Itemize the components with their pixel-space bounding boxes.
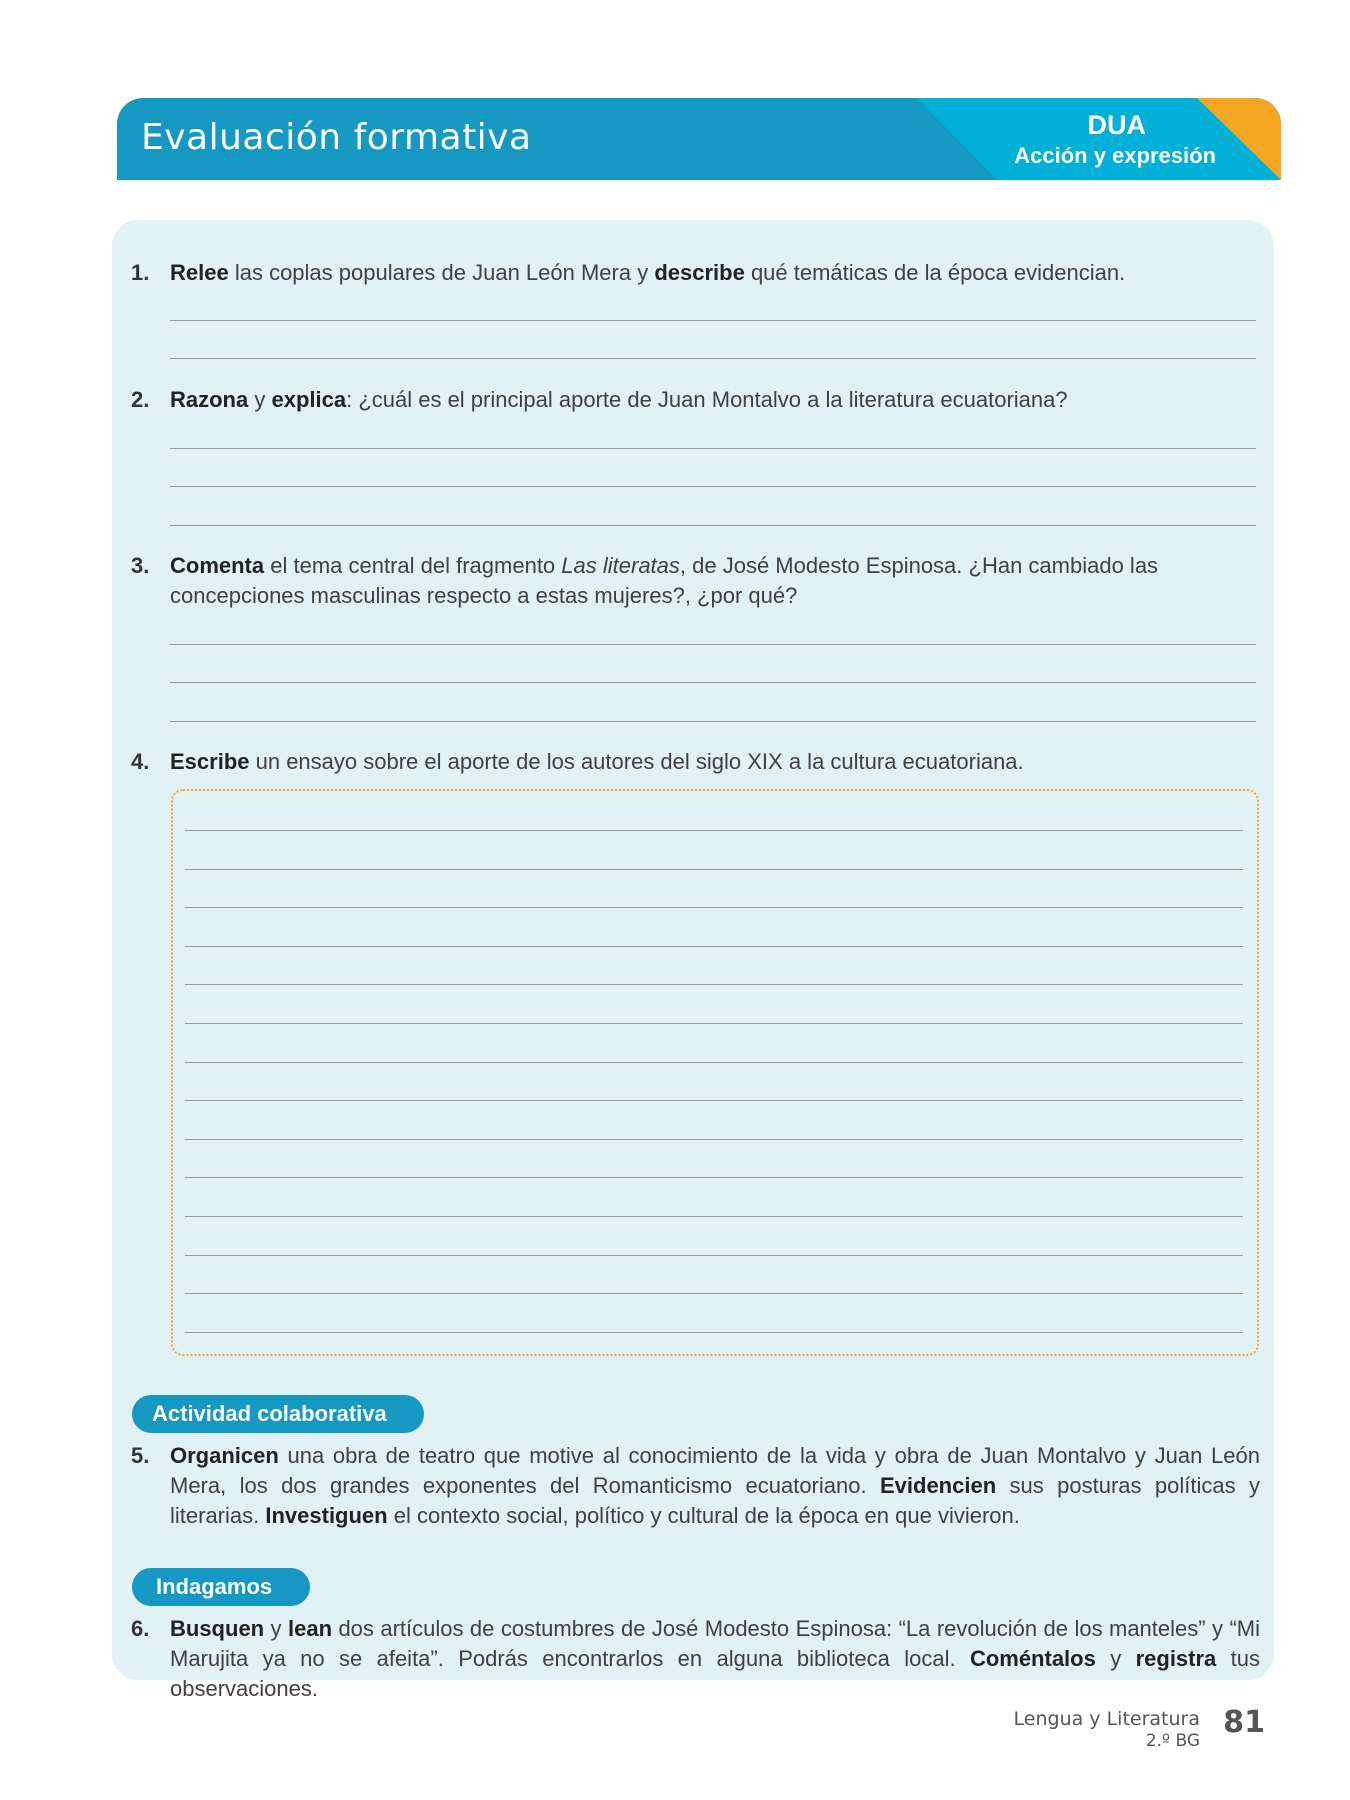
question-text — [170, 1614, 1260, 1704]
text-segment: : ¿cuál es el principal aporte de Juan Montalvo a la literatura ecuatoriana? — [346, 387, 1068, 412]
bold-verb: Razona — [170, 387, 249, 412]
answer-line[interactable] — [170, 358, 1256, 359]
text-segment: el tema central del fragmento — [264, 553, 562, 578]
essay-line[interactable] — [185, 1332, 1243, 1333]
essay-line[interactable] — [185, 1216, 1243, 1217]
question-text — [170, 385, 1260, 415]
question-text — [170, 258, 1260, 288]
question-number: 1. — [131, 260, 150, 285]
question-text — [170, 551, 1260, 611]
page-number: 81 — [1223, 1705, 1265, 1740]
answer-line[interactable] — [170, 486, 1256, 487]
essay-answer-box[interactable] — [171, 789, 1259, 1356]
question-number: 3. — [131, 553, 150, 578]
answer-line[interactable] — [170, 682, 1256, 683]
essay-line[interactable] — [185, 830, 1243, 831]
text-segment: las coplas populares de Juan León Mera y — [228, 260, 655, 285]
text-segment: y — [248, 387, 272, 412]
bold-verb: Coméntalos — [969, 1646, 1096, 1671]
bold-verb: Relee — [170, 260, 229, 285]
essay-line[interactable] — [185, 1062, 1243, 1063]
bold-verb: Evidencien — [879, 1473, 997, 1498]
text-segment: qué temáticas de la época evidencian. — [744, 260, 1126, 285]
text-segment: y — [1095, 1646, 1136, 1671]
bold-verb: lean — [287, 1616, 333, 1641]
question-number: 5. — [131, 1443, 150, 1468]
answer-line[interactable] — [170, 320, 1256, 321]
text-segment: tus observaciones. — [170, 1646, 1260, 1701]
question-2 — [131, 385, 1261, 415]
essay-line[interactable] — [185, 1139, 1243, 1140]
text-segment: un ensayo sobre el aporte de los autores del siglo XIX a la cultura ecuatoriana. — [249, 749, 1024, 774]
bold-verb: describe — [654, 260, 745, 285]
bold-verb: explica — [271, 387, 347, 412]
answer-line[interactable] — [170, 644, 1256, 645]
text-segment: una obra de teatro que motive al conocimiento de la vida y obra de Juan Montalvo y Juan León Mera, los dos grandes exponentes del Romanticismo ecuatoriano. — [170, 1443, 1260, 1498]
answer-line[interactable] — [170, 721, 1256, 722]
essay-line[interactable] — [185, 907, 1243, 908]
question-1 — [131, 258, 1261, 288]
essay-line[interactable] — [185, 1255, 1243, 1256]
essay-line[interactable] — [185, 1023, 1243, 1024]
text-segment: , de José Modesto Espinosa. ¿Han cambiado las concepciones masculinas respecto a estas mujeres?, ¿por qué? — [170, 553, 1159, 608]
question-text — [170, 747, 1260, 777]
text-segment: el contexto social, político y cultural de la época en que vivieron. — [387, 1503, 1020, 1528]
question-3 — [131, 551, 1261, 611]
question-number: 2. — [131, 387, 150, 412]
question-number: 6. — [131, 1616, 150, 1641]
bold-verb: Escribe — [170, 749, 250, 774]
inquiry-label: Indagamos — [132, 1568, 310, 1606]
question-text — [170, 1441, 1260, 1531]
question-number: 4. — [131, 749, 150, 774]
footer-subject: Lengua y Literatura — [1013, 1708, 1200, 1730]
section-header — [117, 98, 1281, 180]
essay-line[interactable] — [185, 1100, 1243, 1101]
footer-grade: 2.º BG — [1145, 1731, 1200, 1751]
answer-line[interactable] — [170, 525, 1256, 526]
bold-verb: Investiguen — [265, 1503, 388, 1528]
essay-line[interactable] — [185, 984, 1243, 985]
text-segment: y — [264, 1616, 288, 1641]
essay-line[interactable] — [185, 1177, 1243, 1178]
answer-line[interactable] — [170, 448, 1256, 449]
text-segment: dos artículos de costumbres de José Modesto Espinosa: “La revolución de los manteles” y “Mi Marujita ya no se afeita”. Podrás encontrarlos en alguna biblioteca local. — [170, 1616, 1260, 1671]
dua-label: DUA — [1087, 110, 1146, 140]
page-title: Evaluación formativa — [141, 117, 532, 158]
essay-line[interactable] — [185, 946, 1243, 947]
italic-title: Las literatas — [561, 553, 680, 578]
text-segment: sus posturas políticas y literarias. — [170, 1473, 1260, 1528]
question-5 — [131, 1441, 1261, 1531]
question-6 — [131, 1614, 1261, 1701]
essay-line[interactable] — [185, 869, 1243, 870]
collaborative-activity-label: Actividad colaborativa — [132, 1395, 424, 1433]
bold-verb: registra — [1135, 1646, 1217, 1671]
dua-subtitle: Acción y expresión — [1014, 143, 1216, 168]
question-4 — [131, 747, 1261, 777]
bold-verb: Comenta — [170, 553, 265, 578]
bold-verb: Busquen — [170, 1616, 265, 1641]
bold-verb: Organicen — [170, 1443, 279, 1468]
essay-line[interactable] — [185, 1293, 1243, 1294]
